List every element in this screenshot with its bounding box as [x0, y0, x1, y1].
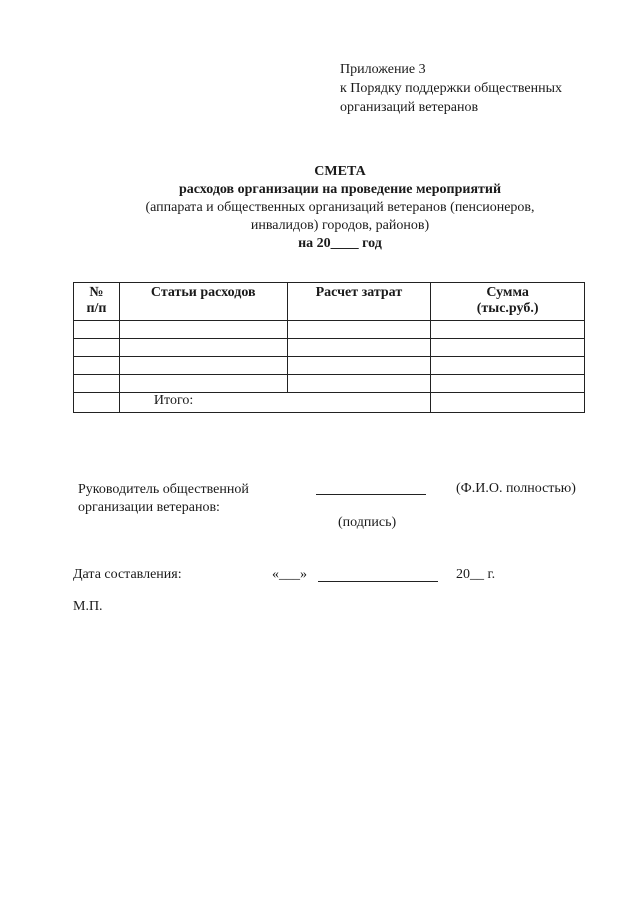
document-scope-line-2: инвалидов) городов, районов) [250, 218, 430, 233]
document-scope-line-1: (аппарата и общественных организаций ветеранов (пенсионеров, [145, 200, 535, 215]
table-row [74, 339, 585, 357]
header-number [74, 283, 120, 321]
table-row [74, 321, 585, 339]
document-title: СМЕТА [314, 164, 366, 179]
appendix-block [340, 60, 562, 117]
budget-table [73, 282, 585, 413]
signature-line [316, 494, 426, 495]
document-year-line: на 20____ год [298, 236, 382, 251]
stamp-placeholder: М.П. [73, 599, 103, 614]
header-number-abbr: п/п [86, 301, 107, 316]
appendix-line-3: организаций ветеранов [340, 100, 479, 115]
signatory-position [78, 481, 249, 517]
date-day-field: «___» [272, 567, 307, 582]
signatory-position-line-2: организации ветеранов: [78, 500, 220, 515]
header-sum [431, 283, 585, 321]
date-year-field: 20__ г. [456, 567, 496, 582]
table-header-row [74, 283, 585, 321]
full-name-placeholder: (Ф.И.О. полностью) [456, 481, 576, 496]
table-row [74, 357, 585, 375]
header-sum-unit: (тыс.руб.) [476, 301, 539, 316]
date-label: Дата составления: [73, 567, 182, 582]
header-expense-items: Статьи расходов [119, 283, 287, 321]
signatory-position-line-1: Руководитель общественной [78, 482, 249, 497]
table-row [74, 375, 585, 393]
appendix-line-2: к Порядку поддержки общественных [340, 81, 563, 96]
document-heading [60, 163, 620, 253]
header-number-symbol: № [89, 285, 104, 300]
appendix-line-1: Приложение 3 [340, 62, 426, 77]
document-subtitle: расходов организации на проведение мероприятий [178, 182, 502, 197]
date-month-line [318, 581, 438, 582]
signature-caption: (подпись) [338, 515, 397, 530]
table-total-row [74, 393, 585, 413]
header-cost-calculation: Расчет затрат [287, 283, 431, 321]
header-sum-label: Сумма [486, 285, 529, 300]
total-label: Итого: [119, 393, 430, 413]
